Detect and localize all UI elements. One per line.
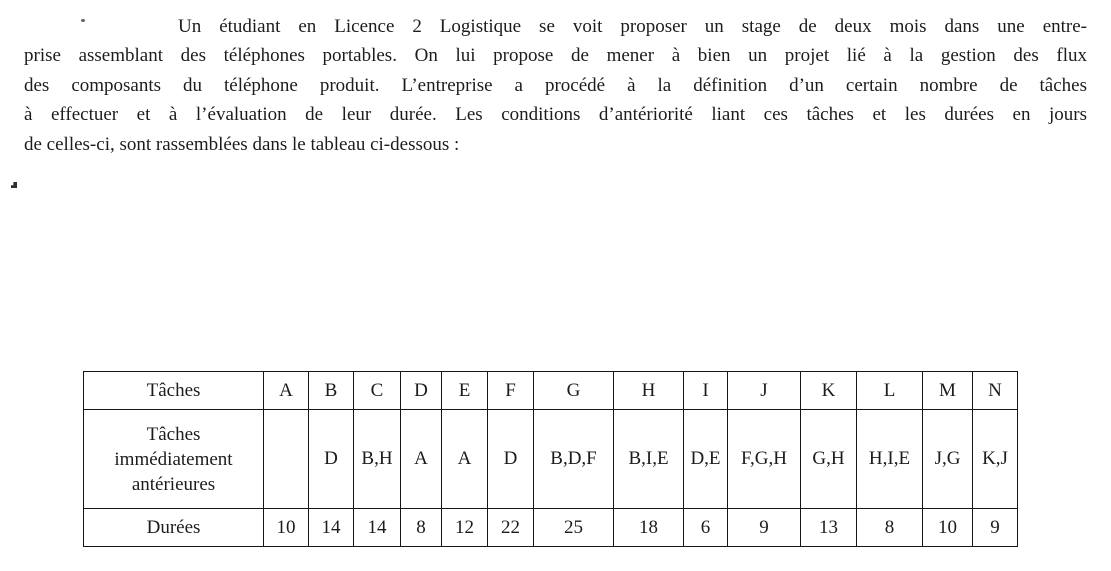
predecessor-cell: D bbox=[488, 410, 534, 509]
paragraph-line: de celles-ci, sont rassemblées dans le tableau ci-dessous : bbox=[24, 133, 460, 155]
predecessor-cell: J,G bbox=[923, 410, 973, 509]
task-name: D bbox=[401, 372, 442, 410]
predecessor-cell: B,I,E bbox=[614, 410, 684, 509]
predecessor-cell: H,I,E bbox=[857, 410, 923, 509]
row-header-predecessors: Tâches immédiatement antérieures bbox=[84, 410, 264, 509]
task-name: M bbox=[923, 372, 973, 410]
table-row-durations bbox=[84, 509, 1018, 547]
task-name: J bbox=[728, 372, 801, 410]
predecessor-cell: A bbox=[401, 410, 442, 509]
paragraph-line: à effectuer et à l’évaluation de leur durée. Les conditions d’antériorité liant ces tâches et les durées en jours bbox=[24, 104, 1087, 126]
paragraph-line: Un étudiant en Licence 2 Logistique se voit proposer un stage de deux mois dans une entre- bbox=[178, 16, 1087, 37]
duration-cell: 14 bbox=[354, 509, 401, 547]
task-name: E bbox=[442, 372, 488, 410]
task-name: C bbox=[354, 372, 401, 410]
duration-cell: 8 bbox=[401, 509, 442, 547]
predecessor-cell: G,H bbox=[801, 410, 857, 509]
duration-cell: 9 bbox=[728, 509, 801, 547]
paragraph-line: prise assemblant des téléphones portables. On lui propose de mener à bien un projet lié à la gestion des flux bbox=[24, 45, 1087, 67]
row-header-durations: Durées bbox=[84, 509, 264, 547]
predecessor-cell: B,H bbox=[354, 410, 401, 509]
table-row-tasks bbox=[84, 372, 1018, 410]
paragraph-line: des composants du téléphone produit. L’entreprise a procédé à la définition d’un certain nombre de tâches bbox=[24, 74, 1087, 96]
predecessor-cell: A bbox=[442, 410, 488, 509]
duration-cell: 8 bbox=[857, 509, 923, 547]
predecessor-cell: B,D,F bbox=[534, 410, 614, 509]
predecessor-cell: F,G,H bbox=[728, 410, 801, 509]
task-table bbox=[83, 371, 1018, 547]
duration-cell: 22 bbox=[488, 509, 534, 547]
duration-cell: 9 bbox=[973, 509, 1018, 547]
predecessor-cell bbox=[264, 410, 309, 509]
task-name: G bbox=[534, 372, 614, 410]
duration-cell: 18 bbox=[614, 509, 684, 547]
task-name: F bbox=[488, 372, 534, 410]
task-name: B bbox=[309, 372, 354, 410]
duration-cell: 14 bbox=[309, 509, 354, 547]
duration-cell: 12 bbox=[442, 509, 488, 547]
duration-cell: 6 bbox=[684, 509, 728, 547]
predecessor-cell: D,E bbox=[684, 410, 728, 509]
duration-cell: 25 bbox=[534, 509, 614, 547]
task-name: H bbox=[614, 372, 684, 410]
row-header-tasks: Tâches bbox=[84, 372, 264, 410]
duration-cell: 13 bbox=[801, 509, 857, 547]
scan-artifact-mark bbox=[11, 182, 17, 188]
intro-paragraph bbox=[24, 12, 1087, 159]
task-name: L bbox=[857, 372, 923, 410]
predecessor-cell: D bbox=[309, 410, 354, 509]
task-name: A bbox=[264, 372, 309, 410]
task-name: I bbox=[684, 372, 728, 410]
predecessor-cell: K,J bbox=[973, 410, 1018, 509]
duration-cell: 10 bbox=[264, 509, 309, 547]
task-name: N bbox=[973, 372, 1018, 410]
duration-cell: 10 bbox=[923, 509, 973, 547]
task-name: K bbox=[801, 372, 857, 410]
table-row-predecessors bbox=[84, 410, 1018, 509]
